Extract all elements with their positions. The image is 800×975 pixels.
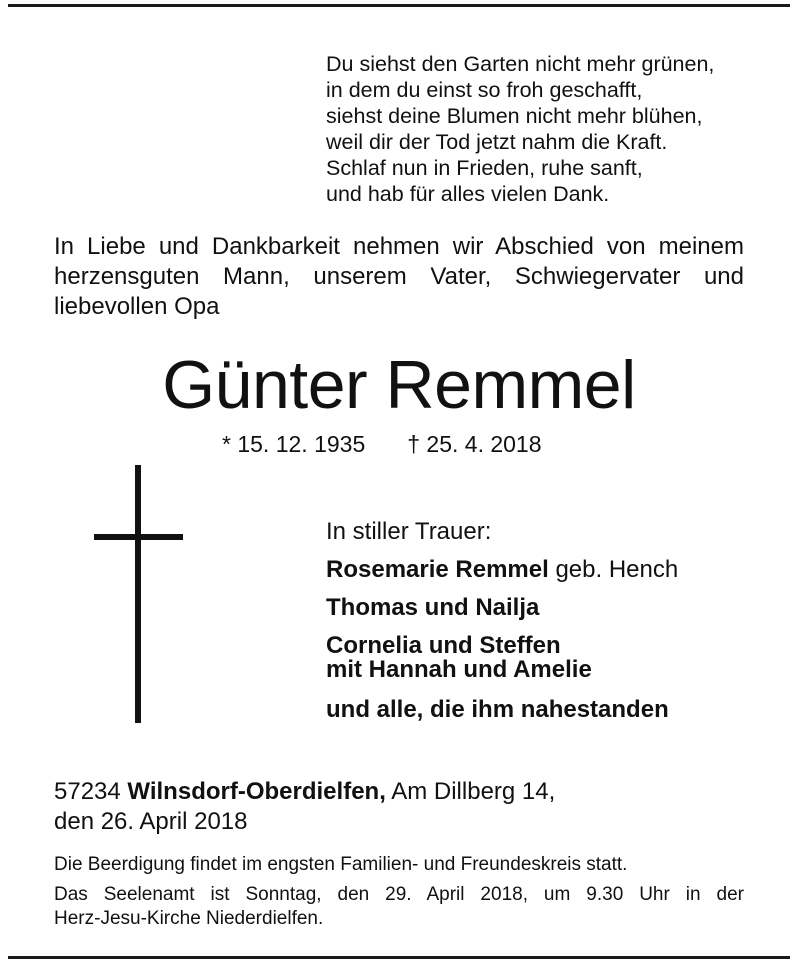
mass-note-line: Das Seelenamt ist Sonntag, den 29. April 2018, um 9.30 Uhr in der [54, 884, 744, 905]
mourner-entry: und alle, die ihm nahestanden [326, 696, 669, 723]
address-line [54, 777, 555, 807]
intro-line: liebevollen Opa [54, 293, 220, 320]
obituary-notice [8, 4, 790, 959]
memorial-poem [326, 51, 714, 207]
street: Am Dillberg 14, [385, 778, 556, 805]
birth-date: * 15. 12. 1935 [222, 431, 366, 457]
funeral-notes [54, 853, 744, 931]
mourner-entry: Thomas und Nailja [326, 594, 540, 621]
mourners-list [326, 517, 678, 725]
notice-date: den 26. April 2018 [54, 808, 248, 835]
deceased-name: Günter Remmel [162, 347, 636, 423]
postcode: 57234 [54, 778, 128, 805]
life-dates [222, 430, 542, 458]
mourner-entry [326, 555, 678, 585]
intro-line: herzensguten Mann, unserem Vater, Schwiegervater und [54, 263, 744, 290]
poem-line: Schlaf nun in Frieden, ruhe sanft, [326, 156, 643, 180]
poem-line: in dem du einst so froh geschafft, [326, 78, 643, 102]
funeral-note: Die Beerdigung findet im engsten Familien- und Freundeskreis statt. [54, 854, 628, 875]
mourner-entry: mit Hannah und Amelie [326, 656, 592, 683]
intro-line: In Liebe und Dankbarkeit nehmen wir Abschied von meinem [54, 233, 744, 260]
poem-line: weil dir der Tod jetzt nahm die Kraft. [326, 130, 668, 154]
death-date: † 25. 4. 2018 [407, 431, 542, 457]
mourner-entry: Cornelia und Steffen [326, 632, 561, 659]
farewell-intro [54, 232, 744, 322]
mourners-heading: In stiller Trauer: [326, 518, 492, 545]
mass-note-line: Herz-Jesu-Kirche Niederdielfen. [54, 908, 324, 929]
cross-icon [135, 465, 141, 723]
family-address [54, 777, 555, 837]
poem-line: siehst deine Blumen nicht mehr blühen, [326, 104, 703, 128]
cross-icon-bar [94, 534, 183, 540]
mourner-name: Rosemarie Remmel [326, 556, 549, 583]
town: Wilnsdorf-Oberdielfen, [127, 778, 386, 805]
mourner-maiden-name: geb. Hench [548, 556, 679, 583]
poem-line: und hab für alles vielen Dank. [326, 182, 610, 206]
poem-line: Du siehst den Garten nicht mehr grünen, [326, 52, 715, 76]
